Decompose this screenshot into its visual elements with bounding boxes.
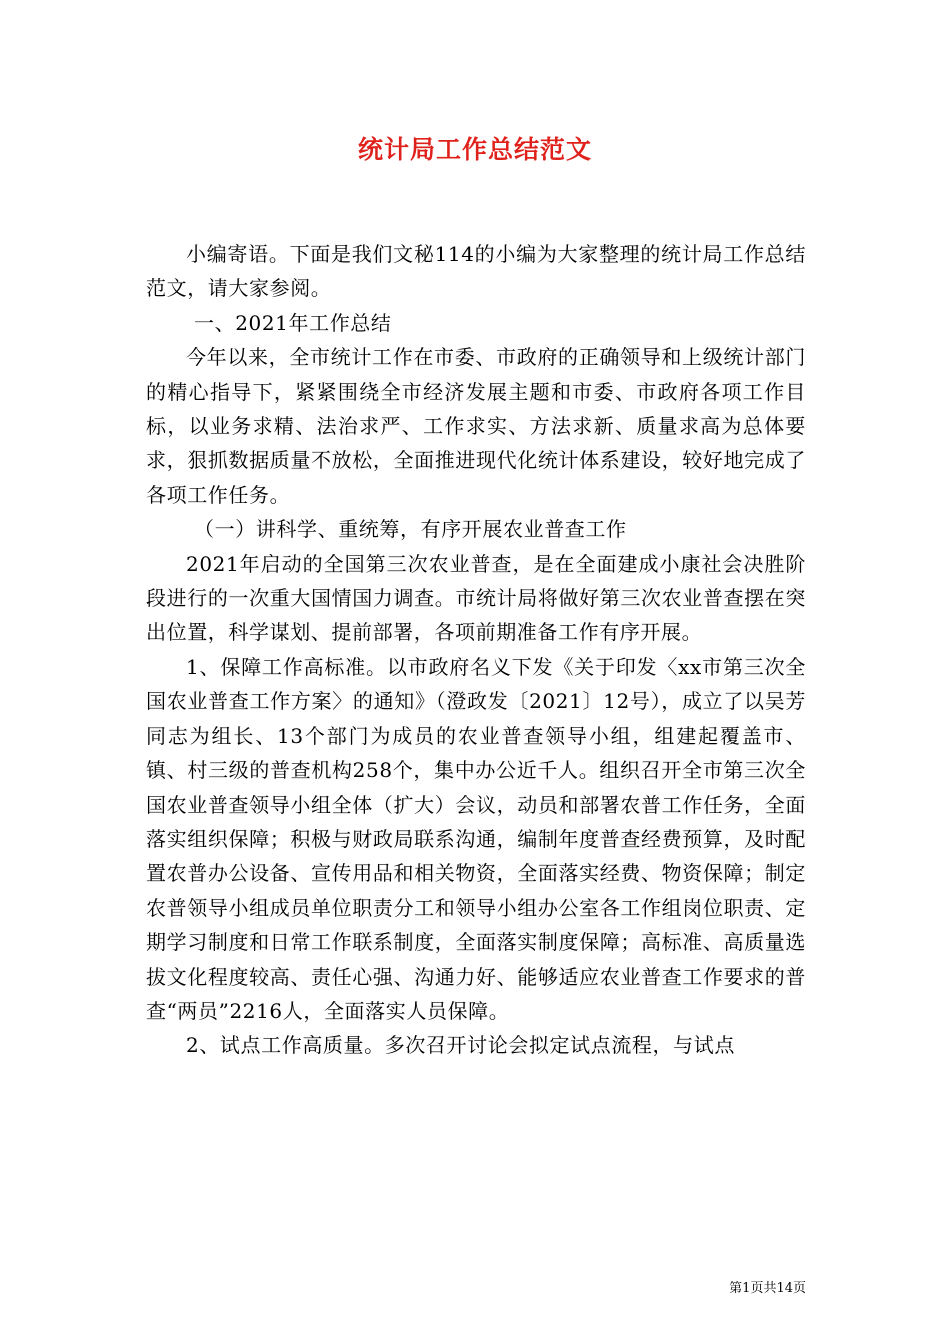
paragraph-intro: 小编寄语。下面是我们文秘114的小编为大家整理的统计局工作总结范文，请大家参阅。: [146, 242, 806, 301]
document-body: [146, 237, 806, 1063]
paragraph-overview: 今年以来，全市统计工作在市委、市政府的正确领导和上级统计部门的精心指导下，紧紧围绕全市经济发展主题和市委、市政府各项工作目标，以业务求精、法治求严、工作求实、方法求新、质量求高为总体要求，狠抓数据质量不放松，全面推进现代化统计体系建设，较好地完成了各项工作任务。: [146, 345, 806, 507]
subsection-heading-census: （一）讲科学、重统筹，有序开展农业普查工作: [194, 517, 627, 542]
page-footer: 第1页共14页: [729, 1281, 806, 1296]
section-heading-summary: 一、2021年工作总结: [194, 310, 392, 335]
paragraph-item-1: 1、保障工作高标准。以市政府名义下发《关于印发〈xx市第三次全国农业普查工作方案〉的通知》（澄政发〔2021〕12号），成立了以吴芳同志为组长、13个部门为成员的农业普查领导小组，组建起覆盖市、镇、村三级的普查机构258个，集中办公近千人。组织召开全市第三次全国农业普查领导小组全体（扩大）会议，动员和部署农普工作任务，全面落实组织保障；积极与财政局联系沟通，编制年度普查经费预算，及时配置农普办公设备、宣传用品和相关物资，全面落实经费、物资保障；制定农普领导小组成员单位职责分工和领导小组办公室各工作组岗位职责、定期学习制度和日常工作联系制度，全面落实制度保障；高标准、高质量选拔文化程度较高、责任心强、沟通力好、能够适应农业普查工作要求的普查“两员”2216人，全面落实人员保障。: [146, 654, 806, 1023]
document-title: 统计局工作总结范文: [357, 135, 592, 164]
paragraph-census-intro: 2021年启动的全国第三次农业普查，是在全面建成小康社会决胜阶段进行的一次重大国情国力调查。市统计局将做好第三次农业普查摆在突出位置，科学谋划、提前部署，各项前期准备工作有序开展。: [146, 551, 806, 645]
paragraph-item-2: 2、试点工作高质量。多次召开讨论会拟定试点流程，与试点: [186, 1033, 735, 1058]
